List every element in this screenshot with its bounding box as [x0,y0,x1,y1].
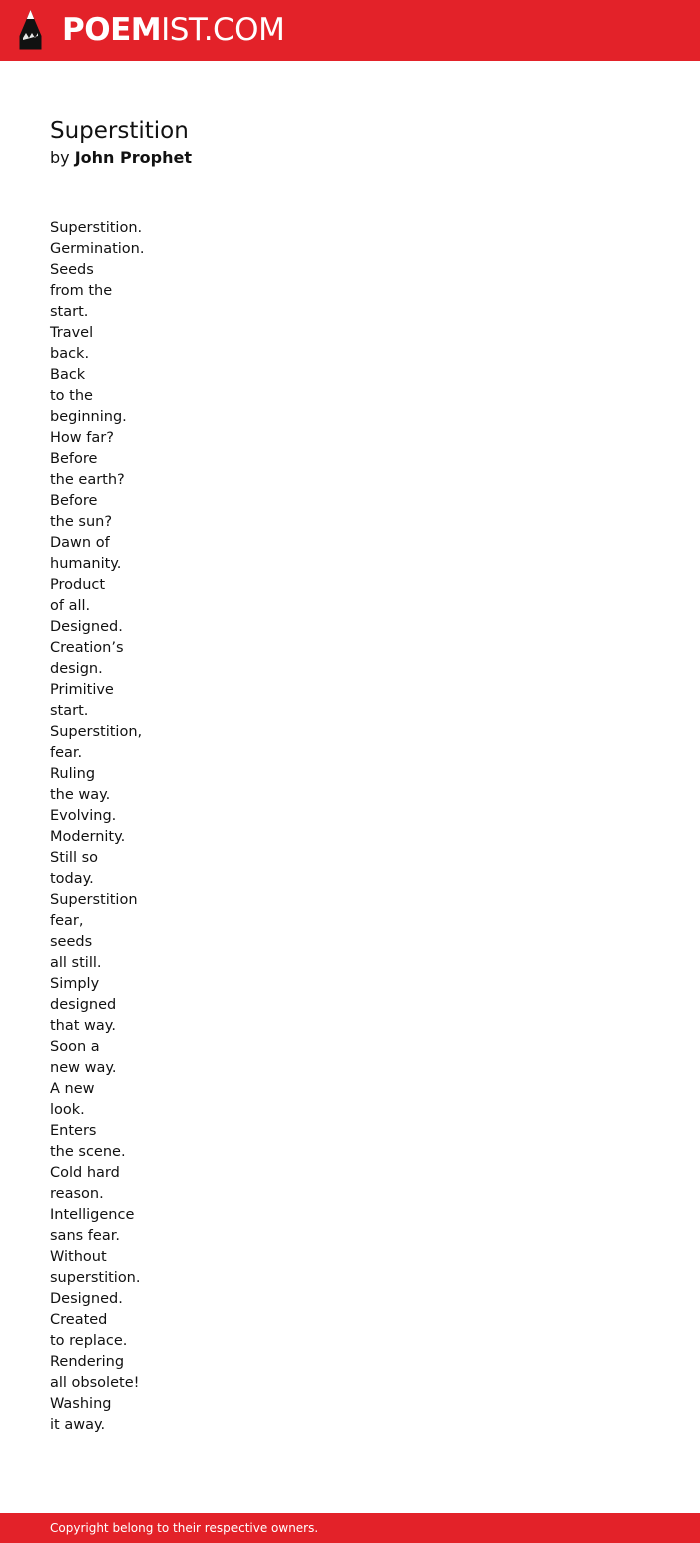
by-label: by [50,148,70,167]
poem-header [50,115,650,169]
poem-line: reason. [50,1186,104,1202]
poem-line: fear, [50,913,84,929]
poem-line: sans fear. [50,1228,120,1244]
poem-line: today. [50,871,94,887]
poem-title: Superstition [50,118,189,144]
poem-line: to replace. [50,1333,128,1349]
site-logo[interactable] [62,12,284,48]
site-header [0,0,700,61]
pencil-tip-icon[interactable] [18,9,43,51]
poem-line: superstition. [50,1270,141,1286]
poem-line: the sun? [50,514,113,530]
logo-light-text: IST.COM [161,12,285,48]
poem-line: Intelligence [50,1207,135,1223]
poem-line: to the [50,388,93,404]
poem-line: Before [50,493,98,509]
poem-line: Superstition. [50,220,143,236]
logo-bold-text: POEM [62,12,162,48]
author-name: John Prophet [74,148,192,167]
poem-body [50,218,350,1436]
poem-line: designed [50,997,117,1013]
poem-line: Product [50,577,106,593]
poem-line: Superstition, [50,724,143,740]
poem-line: Germination. [50,241,145,257]
poem-line: Cold hard [50,1165,120,1181]
poem-line: all still. [50,955,102,971]
poem-line: back. [50,346,90,362]
site-footer [0,1513,700,1543]
poem-line: How far? [50,430,114,446]
poem-line: Soon a [50,1039,100,1055]
poem-line: Still so [50,850,99,866]
poem-line: Evolving. [50,808,117,824]
byline [50,147,650,169]
poem-line: Primitive [50,682,114,698]
poem-line: start. [50,703,89,719]
poem-line: Superstition [50,892,138,908]
poem-line: Enters [50,1123,97,1139]
poem-line: Travel [50,325,94,341]
copyright-text: Copyright belong to their respective owners. [50,1521,319,1535]
poem-line: humanity. [50,556,122,572]
poem-line: Back [50,367,86,383]
poem-line: Simply [50,976,100,992]
poem-line: all obsolete! [50,1375,140,1391]
poem-line: new way. [50,1060,117,1076]
poem-line: Dawn of [50,535,110,551]
poem-line: the way. [50,787,111,803]
poem-line: start. [50,304,89,320]
poem-line: look. [50,1102,85,1118]
poem-line: it away. [50,1417,106,1433]
poem-line: that way. [50,1018,116,1034]
poem-line: Designed. [50,1291,123,1307]
poem-line: the earth? [50,472,125,488]
poem-line: Designed. [50,619,123,635]
poem-line: Without [50,1249,107,1265]
poem-line: A new [50,1081,95,1097]
poem-line: design. [50,661,103,677]
poem-line: Seeds [50,262,94,278]
poem-line: the scene. [50,1144,126,1160]
poem-line: Modernity. [50,829,126,845]
poem-line: fear. [50,745,83,761]
poem-line: Creation’s [50,640,124,656]
poem-line: Washing [50,1396,112,1412]
poem-line: seeds [50,934,93,950]
poem-line: of all. [50,598,91,614]
poem-line: Rendering [50,1354,125,1370]
poem-line: Before [50,451,98,467]
poem-line: beginning. [50,409,127,425]
poem-line: Ruling [50,766,96,782]
poem-line: from the [50,283,113,299]
poem-line: Created [50,1312,108,1328]
